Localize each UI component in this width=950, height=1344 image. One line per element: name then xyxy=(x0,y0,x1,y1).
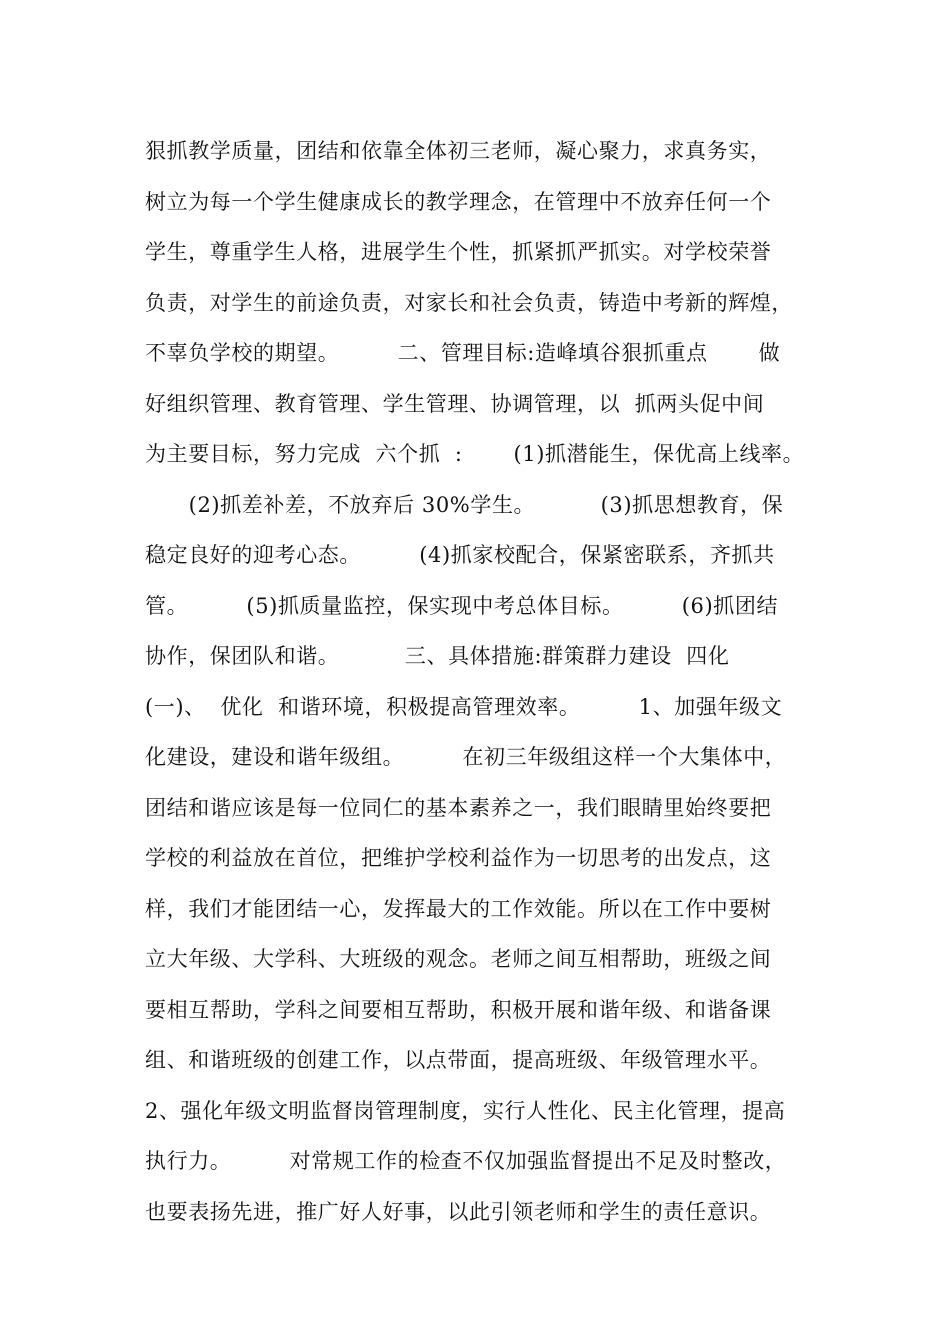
text-line-20: 2、强化年级文明监督岗管理制度，实行人性化、民主化管理，提高 xyxy=(145,1098,786,1123)
body-text xyxy=(145,126,835,1237)
text-line-9: 稳定良好的迎考心态。 (4)抓家校配合，保紧密联系，齐抓共 xyxy=(145,543,775,567)
text-line-1: 狠抓教学质量，团结和依靠全体初三老师，凝心聚力，求真务实， xyxy=(145,139,772,163)
text-line-4: 负责，对学生的前途负责，对家长和社会负责，铸造中考新的辉煌， xyxy=(145,290,793,315)
text-line-10: 管。 (5)抓质量监控，保实现中考总体目标。 (6)抓团结 xyxy=(145,593,779,618)
text-line-14: 团结和谐应该是每一位同仁的基本素养之一，我们眼睛里始终要把 xyxy=(145,795,772,820)
text-line-11: 协作，保团队和谐。 三、具体措施:群策群力建设 四化 xyxy=(145,644,730,668)
text-line-8: (2)抓差补差，不放弃后 30%学生。 (3)抓思想教育，保 xyxy=(145,492,784,517)
text-line-5: 不辜负学校的期望。 二、管理目标:造峰填谷狠抓重点 做 xyxy=(145,341,781,365)
text-line-12: (一)、 优化 和谐环境，积极提高管理效率。 1、加强年级文 xyxy=(145,694,783,719)
text-line-21: 执行力。 对常规工作的检查不仅加强监督提出不足及时整改， xyxy=(145,1149,787,1173)
text-line-3: 学生，尊重学生人格，进展学生个性，抓紧抓严抓实。对学校荣誉 xyxy=(145,240,772,264)
text-line-22: 也要表扬先进，推广好人好事，以此引领老师和学生的责任意识。 xyxy=(145,1199,772,1224)
text-line-18: 要相互帮助，学科之间要相互帮助，积极开展和谐年级、和谐备课 xyxy=(145,997,772,1022)
text-line-17: 立大年级、大学科、大班级的观念。老师之间互相帮助，班级之间 xyxy=(145,947,772,971)
text-line-19: 组、和谐班级的创建工作，以点带面，提高班级、年级管理水平。 xyxy=(145,1048,772,1072)
text-line-13: 化建设，建设和谐年级组。 在初三年级组这样一个大集体中， xyxy=(145,745,787,769)
text-line-7: 为主要目标，努力完成 六个抓 : (1)抓潜能生，保优高上线率。 xyxy=(145,442,805,466)
text-line-6: 好组织管理、教育管理、学生管理、协调管理，以 抓两头促中间 xyxy=(145,391,765,416)
text-line-16: 样，我们才能团结一心，发挥最大的工作效能。所以在工作中要树 xyxy=(145,896,772,921)
text-line-2: 树立为每一个学生健康成长的教学理念，在管理中不放弃任何一个 xyxy=(145,189,772,214)
text-line-15: 学校的利益放在首位，把维护学校利益作为一切思考的出发点，这 xyxy=(145,846,772,870)
